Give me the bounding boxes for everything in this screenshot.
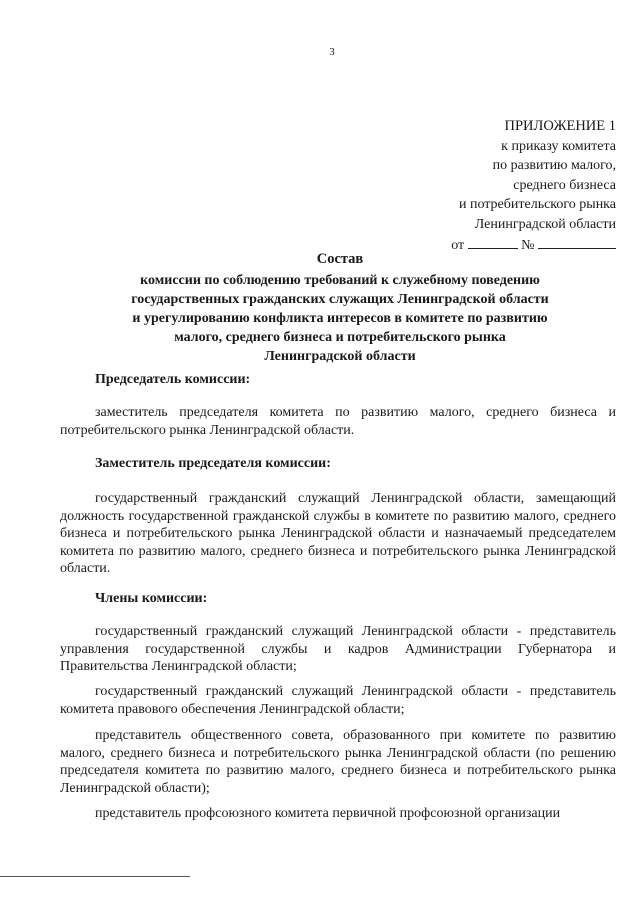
chair-heading: Председатель комиссии: [95,372,251,387]
deputy-paragraph: государственный гражданский служащий Ленинградской области, замещающий должность государственной гражданской службы в комитете по развитию малого, среднего бизнеса и потребительского рынка Ленинградской области и назначаемый председателем комитета по развитию малого, среднего бизнеса и потребительского рынка Ленинградской области. [60,491,616,576]
title-heading: Состав [316,251,364,267]
members-heading: Члены комиссии: [95,591,208,606]
title-line: комиссии по соблюдению требований к служебному поведению [140,273,540,288]
title-line: государственных гражданских служащих Ленинградской области [131,292,549,307]
appendix-block [356,117,616,255]
chair-paragraph: заместитель председателя комитета по развитию малого, среднего бизнеса и потребительского рынка Ленинградской области. [60,405,616,438]
date-blank [468,235,518,249]
appendix-line: среднего бизнеса [513,177,616,193]
appendix-line: по развитию малого, [492,158,616,174]
appendix-line: к приказу комитета [501,138,616,154]
appendix-line: Ленинградской области [474,216,616,232]
member-paragraph-1: государственный гражданский служащий Ленинградской области - представитель управления государственной службы и кадров Администрации Губернатора и Правительства Ленинградской области; [60,624,616,674]
member-paragraph-4: представитель профсоюзного комитета первичной профсоюзной организации [95,806,561,821]
footnote-divider [0,876,190,877]
page-number: 3 [329,46,335,58]
appendix-line: и потребительского рынка [458,197,616,213]
title-line: Ленинградской области [264,349,416,364]
member-paragraph-3: представитель общественного совета, образованного при комитете по развитию малого, среднего бизнеса и потребительского рынка Ленинградской области (по решению председателя комитета по развитию малого, среднего бизнеса и потребительского рынка Ленинградской области); [60,728,616,796]
member-paragraph-2: государственный гражданский служащий Ленинградской области - представитель комитета правового обеспечения Ленинградской области; [60,684,616,717]
document-title [60,250,620,366]
from-label: от [451,237,465,253]
title-line: малого, среднего бизнеса и потребительского рынка [174,330,506,345]
title-line: и урегулированию конфликта интересов в комитете по развитию [132,311,548,326]
number-blank [538,235,616,249]
appendix-title: ПРИЛОЖЕНИЕ 1 [504,118,616,134]
deputy-heading: Заместитель председателя комиссии: [95,456,331,471]
number-label: № [521,237,535,253]
